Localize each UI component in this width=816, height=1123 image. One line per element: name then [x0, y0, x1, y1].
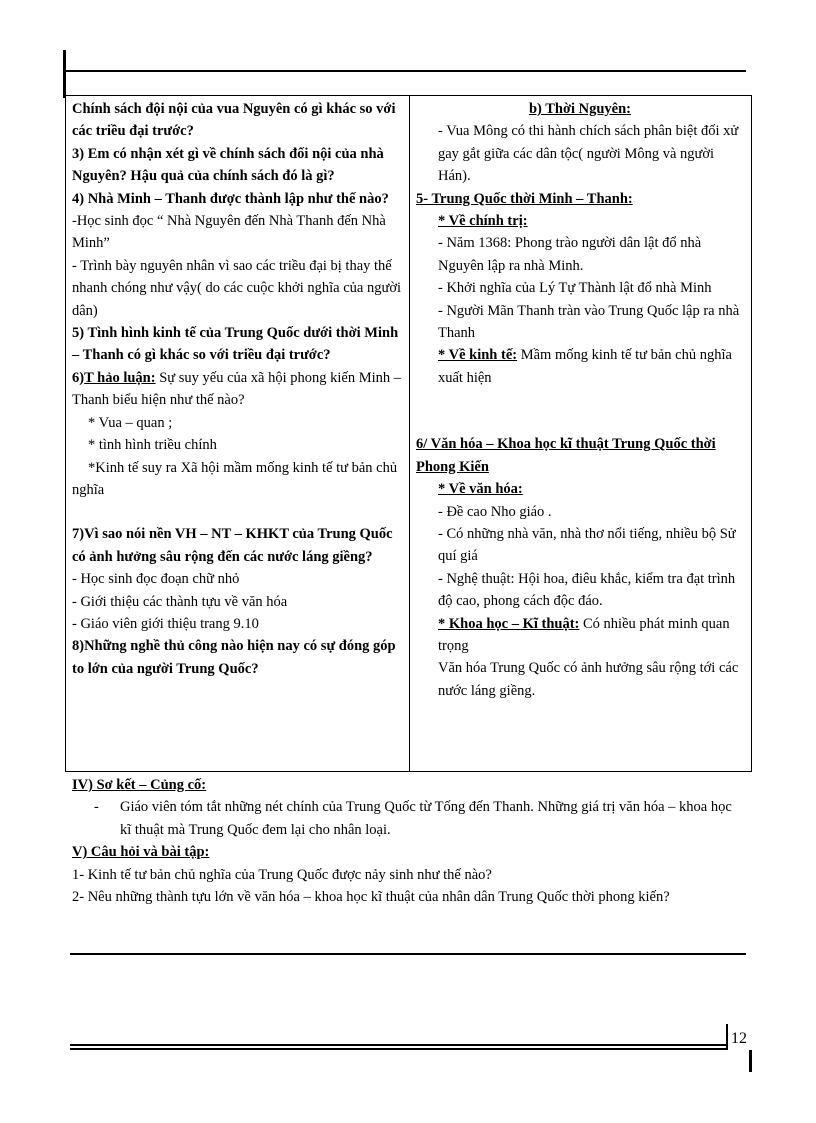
heading-khoa-hoc: * Khoa học – Kĩ thuật:	[438, 615, 580, 632]
left-line-12: - Học sinh đọc đoạn chữ nhỏ	[72, 571, 240, 588]
section-iv-item	[72, 796, 732, 841]
question-4: 4) Nhà Minh – Thanh được thành lập như thế nào?	[72, 190, 389, 207]
heading-van-hoa: * Về văn hóa:	[438, 481, 523, 498]
section-iv-item-text: Giáo viên tóm tắt những nét chính của Trung Quốc từ Tống đến Thanh. Những giá trị văn hóa – khoa học kĩ thuật mà Trung Quốc đem lại cho nhân loại.	[120, 799, 732, 838]
right-line-14	[416, 613, 744, 658]
question-8: 8)Những nghề thủ công nào hiện nay có sự đóng góp to lớn của người Trung Quốc?	[72, 638, 396, 677]
table-column-divider	[409, 96, 410, 771]
right-column	[416, 98, 744, 702]
section-end-rule	[70, 953, 746, 955]
section-v-heading: V) Câu hỏi và bài tập:	[72, 844, 210, 861]
right-line-12: - Có những nhà văn, nhà thơ nổi tiếng, nhiều bộ Sử quí giá	[438, 525, 736, 565]
heading-thoi-nguyen: b) Thời Nguyên:	[528, 101, 632, 117]
left-line-14: - Giáo viên giới thiệu trang 9.10	[72, 615, 259, 632]
kinh-te-text: Mầm mống kinh tế tư bản chủ nghĩa xuất hiện	[438, 347, 732, 386]
left-line-13: - Giới thiệu các thành tựu về văn hóa	[72, 593, 288, 610]
footer-bar-right	[749, 1050, 752, 1072]
right-line-2: - Vua Mông có thi hành chích sách phân biệt đối xử gay gắt giữa các dân tộc( người Mông và người Hán).	[438, 123, 739, 185]
right-line-6: - Khởi nghĩa của Lý Tự Thành lật đổ nhà Minh	[438, 280, 712, 297]
left-line-5: - Trình bày nguyên nhân vì sao các triều đại bị thay thế nhanh chóng như vậy( do các cuộc khởi nghĩa của người dân)	[72, 257, 402, 319]
right-line-5: - Năm 1368: Phong trào người dân lật đổ nhà Nguyên lập ra nhà Minh.	[438, 235, 702, 274]
footer-bar-left	[726, 1024, 728, 1050]
question-5: 5) Tình hình kinh tế của Trung Quốc dưới thời Minh – Thanh có gì khác so với triều đại trước?	[72, 325, 399, 364]
bullet-kinh-te	[72, 457, 402, 502]
right-line-7: - Người Mãn Thanh tràn vào Trung Quốc lập ra nhà Thanh	[438, 302, 740, 342]
right-line-13: - Nghệ thuật: Hội hoa, điêu khắc, kiểm tra đạt trình độ cao, phong cách độc đáo.	[438, 570, 736, 610]
dash-marker: -	[94, 799, 99, 816]
question-6-number: 6)	[72, 369, 85, 386]
left-line-1: Chính sách đội nội của vua Nguyên có gì khác so với các triều đại trước?	[72, 101, 396, 140]
heading-minh-thanh: 5- Trung Quốc thời Minh – Thanh:	[416, 190, 633, 207]
header-left-bar	[63, 50, 66, 98]
question-6	[72, 367, 402, 412]
bottom-sections	[72, 774, 732, 908]
question-v2: 2- Nêu những thành tựu lớn về văn hóa – khoa học kĩ thuật của nhân dân Trung Quốc thời phong kiến?	[72, 889, 670, 906]
left-column	[72, 98, 402, 680]
heading-van-hoa-khkt: 6/ Văn hóa – Khoa học kĩ thuật Trung Quốc thời Phong Kiến	[416, 436, 716, 475]
heading-chinh-tri: * Về chính trị:	[438, 213, 528, 230]
content-table	[65, 95, 752, 772]
footer-rule-top	[70, 1044, 726, 1046]
discussion-label: T hảo luận:	[84, 369, 156, 386]
right-line-8	[416, 344, 744, 389]
footer-rule-bottom	[70, 1048, 726, 1050]
bullet-trieu-chinh: * tình hình triều chính	[88, 437, 217, 454]
question-6-text: Sự suy yếu của xã hội phong kiến Minh – Thanh biểu hiện như thế nào?	[72, 369, 402, 409]
heading-kinh-te: * Về kinh tế:	[438, 347, 518, 364]
khoa-hoc-text: Có nhiều phát minh quan trọng	[438, 615, 730, 654]
right-line-11: - Đề cao Nho giáo .	[438, 503, 552, 520]
question-7: 7)Vì sao nói nền VH – NT – KHKT của Trung Quốc có ảnh hưởng sâu rộng đến các nước láng giềng?	[72, 526, 393, 565]
left-line-4: -Học sinh đọc “ Nhà Nguyên đến Nhà Thanh đến Nhà Minh”	[72, 213, 386, 252]
question-v1: 1- Kinh tế tư bản chủ nghĩa của Trung Quốc được nảy sinh như thế nào?	[72, 866, 492, 883]
right-line-15: Văn hóa Trung Quốc có ảnh hưởng sâu rộng tới các nước láng giềng.	[438, 660, 739, 699]
header-rule	[66, 70, 746, 72]
section-iv-heading: IV) Sơ kết – Củng cố:	[72, 777, 207, 793]
question-3: 3) Em có nhận xét gì về chính sách đối nội của nhà Nguyên? Hậu quả của chính sách đó là gì?	[72, 145, 384, 185]
bullet-vua-quan: * Vua – quan ;	[88, 414, 173, 431]
bullet-kinh-te-text: *Kinh tế suy ra Xã hội mầm mống kinh tế tư bản chủ nghĩa	[72, 459, 398, 498]
page-number: 12	[731, 1030, 747, 1047]
